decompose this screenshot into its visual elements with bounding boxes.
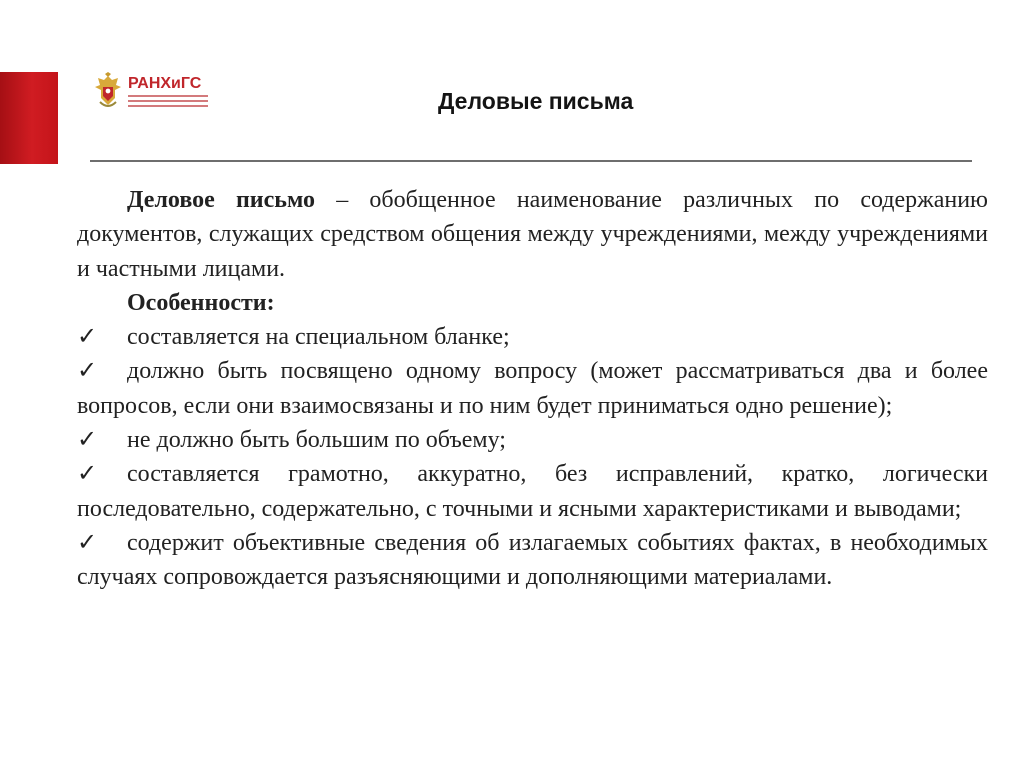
list-item-text: содержит объективные сведения об излагаемых событиях фактах, в необходимых случаях сопровождается разъясняющими и дополняющими материалами. xyxy=(77,529,988,591)
list-item xyxy=(77,354,988,423)
title-divider xyxy=(90,160,972,162)
checkmark-icon: ✓ xyxy=(77,324,98,351)
features-heading: Особенности: xyxy=(127,289,275,316)
checkmark-icon: ✓ xyxy=(77,358,98,385)
checkmark-icon: ✓ xyxy=(77,461,98,488)
list-item xyxy=(77,526,988,595)
list-item xyxy=(77,320,988,354)
checkmark-icon: ✓ xyxy=(77,427,98,454)
definition-paragraph xyxy=(77,183,988,286)
list-item xyxy=(77,423,988,457)
list-item-text: не должно быть большим по объему; xyxy=(127,427,506,454)
checkmark-icon: ✓ xyxy=(77,529,98,556)
definition-term: Деловое письмо xyxy=(127,187,316,213)
eagle-emblem-icon xyxy=(92,72,124,112)
logo-fine-line xyxy=(128,100,208,102)
logo-brand-text: РАНХиГС xyxy=(128,75,202,92)
list-item xyxy=(77,457,988,526)
definition-text: – обобщенное наименование различных по содержанию документов, служащих средством общения между учреждениями, между учреждениями и частными лицами. xyxy=(77,187,988,282)
logo-fine-line xyxy=(128,105,208,107)
list-item-text: составляется на специальном бланке; xyxy=(127,324,510,351)
list-item-text: составляется грамотно, аккуратно, без исправлений, кратко, логически последовательно, содержательно, с точными и ясными характеристиками и выводами; xyxy=(77,461,988,522)
logo-fine-line xyxy=(128,95,208,97)
accent-bar xyxy=(0,72,58,164)
ranepa-logo xyxy=(92,72,222,116)
list-item-text: должно быть посвящено одному вопросу (может рассматриваться два и более вопросов, если они взаимосвязаны и по ним будет приниматься одно решение); xyxy=(77,358,988,419)
slide-body xyxy=(77,183,988,595)
page-title: Деловые письма xyxy=(438,88,634,114)
